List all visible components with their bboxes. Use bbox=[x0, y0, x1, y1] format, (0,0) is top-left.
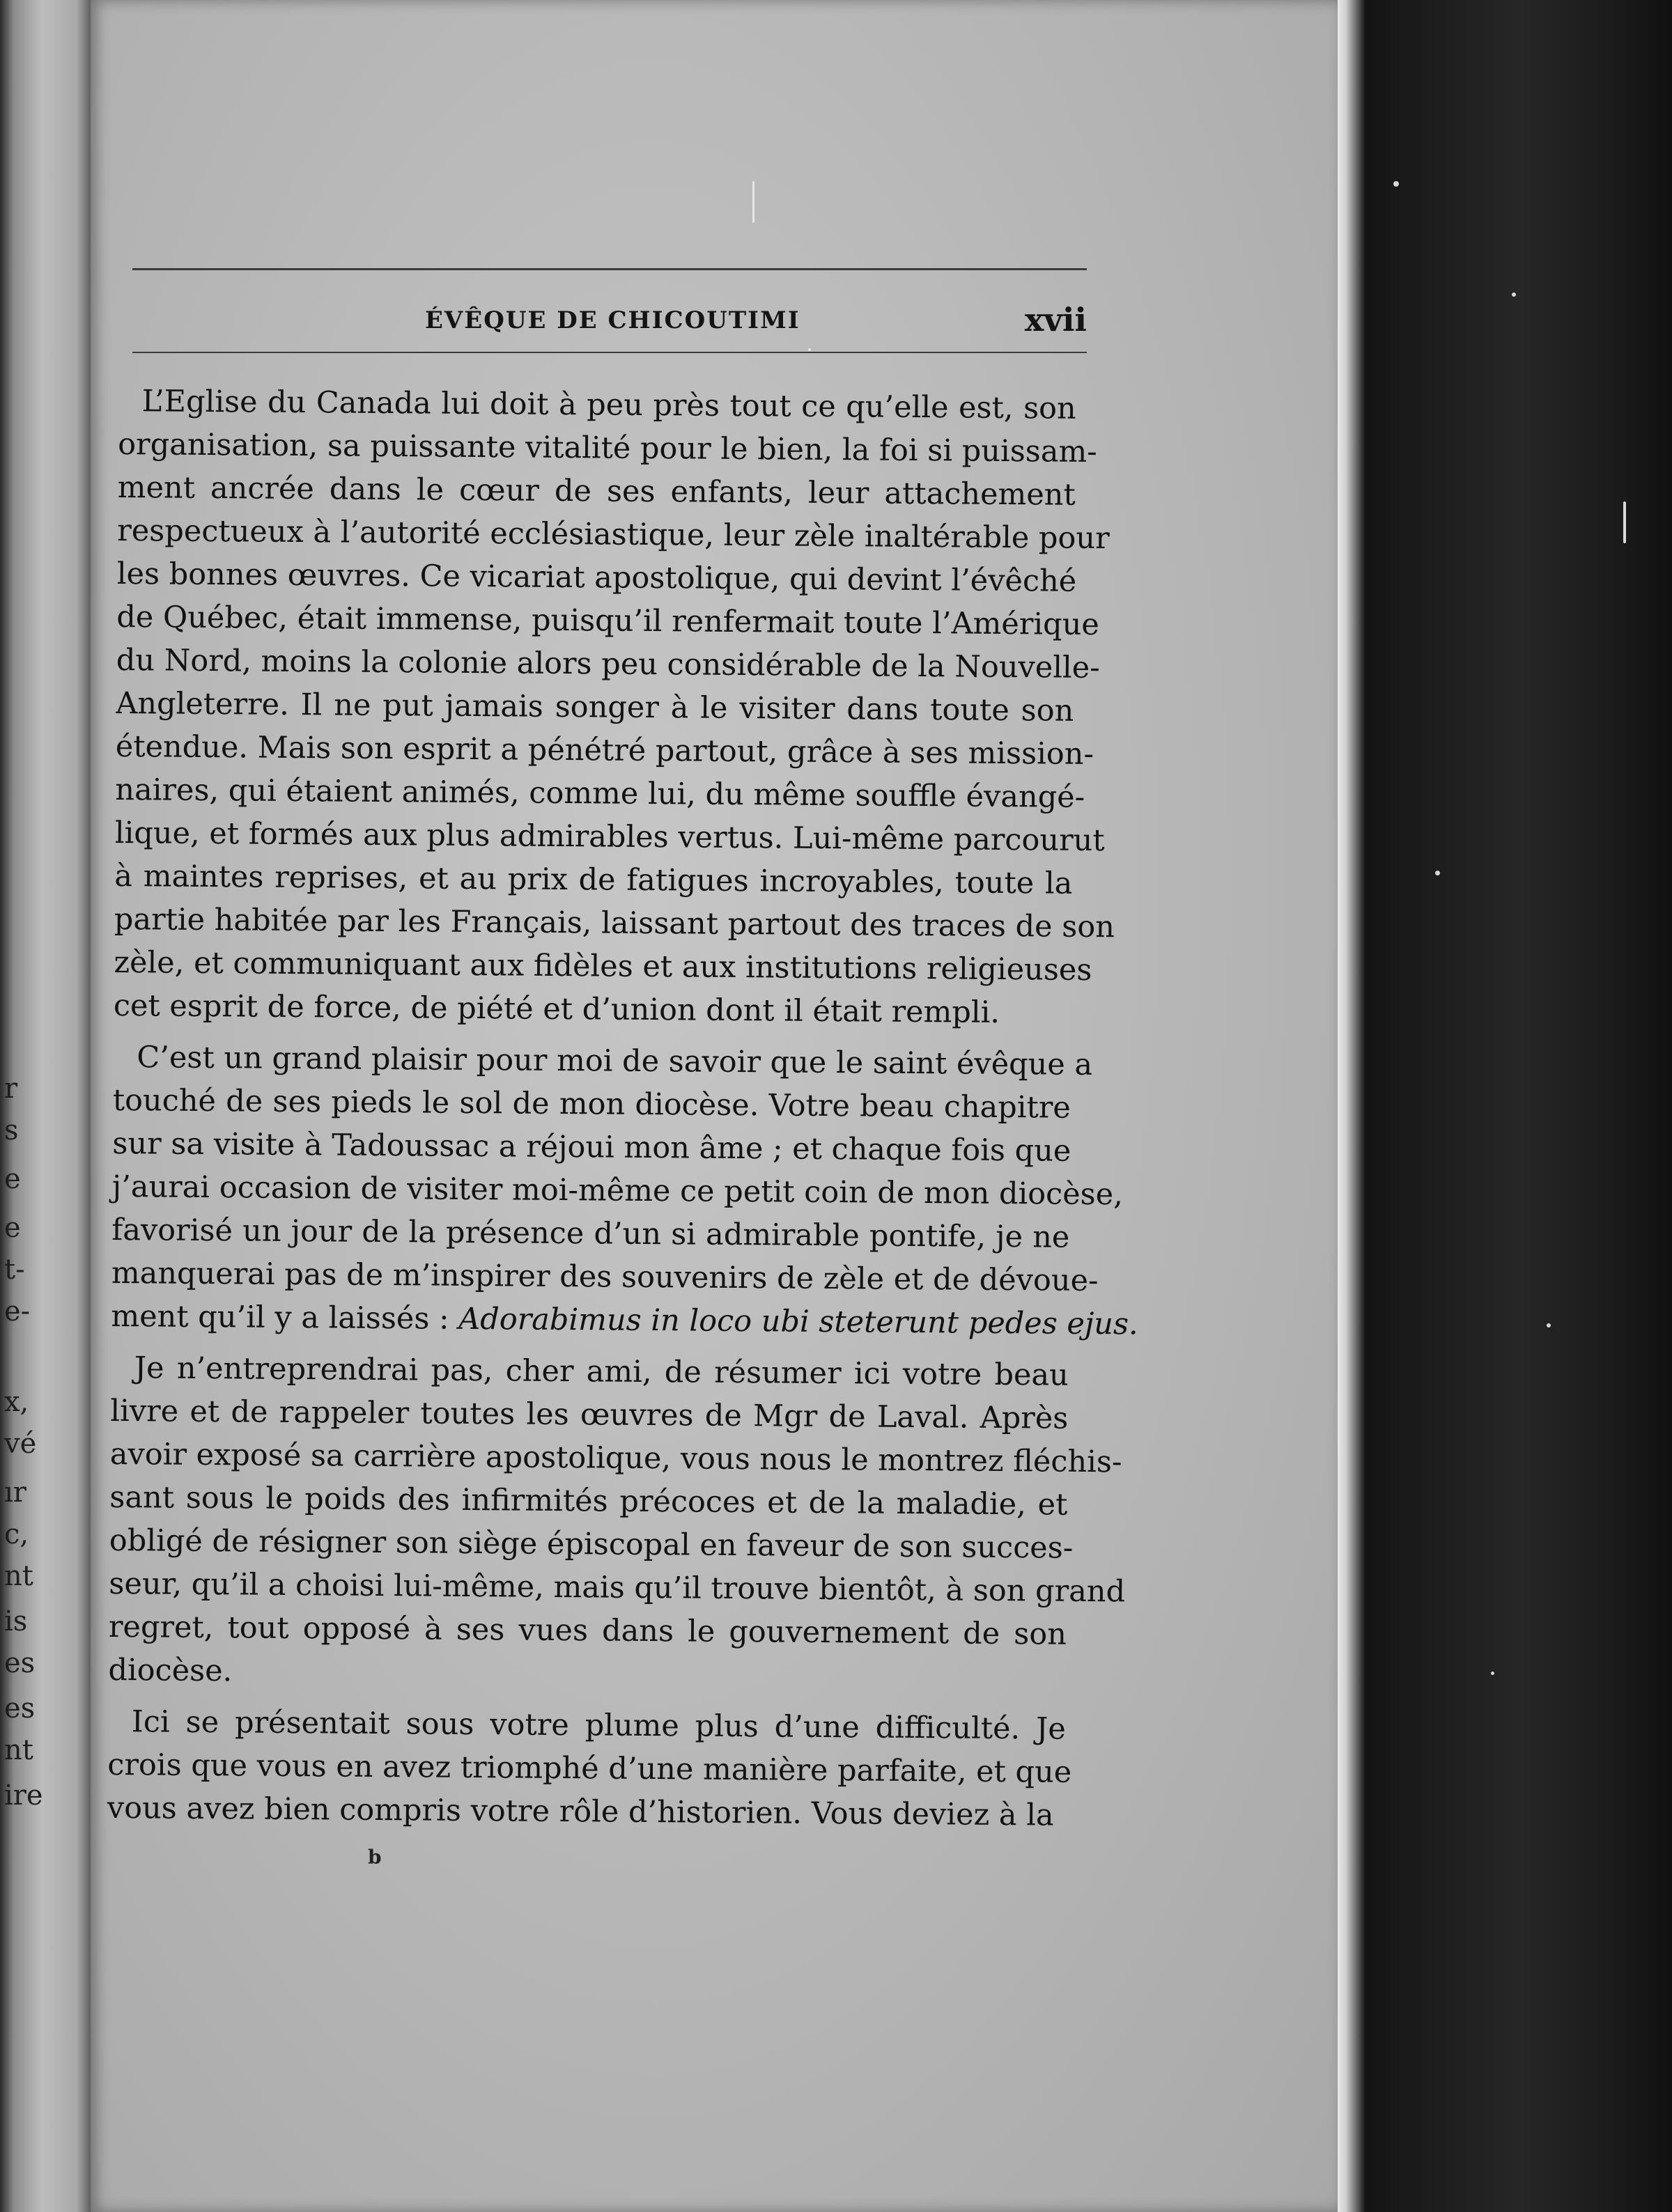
text-line: organisation, sa puissante vitalité pour le bien, la foi si puissam- bbox=[118, 426, 1097, 470]
text-line: obligé de résigner son siège épiscopal en faveur de son succes- bbox=[109, 1522, 1074, 1566]
text-line: L’Eglise du Canada lui doit à peu près tout ce qu’elle est, son bbox=[141, 384, 1076, 426]
text-line: sant sous le poids des infirmités précoces et de la maladie, et bbox=[109, 1479, 1068, 1522]
text-line: Je n’entreprendrai pas, cher ami, de résumer ici votre beau bbox=[134, 1350, 1069, 1393]
text-line: du Nord, moins la colonie alors peu considérable de la Nouvelle- bbox=[116, 642, 1100, 686]
dust-scratch bbox=[752, 181, 754, 223]
text-line: vous avez bien compris votre rôle d’historien. Vous deviez à la bbox=[107, 1790, 1054, 1833]
text-line: Ici se présentait sous votre plume plus d’une difficulté. Je bbox=[131, 1704, 1067, 1747]
text-line: les bonnes œuvres. Ce vicariat apostolique, qui devint l’évêché bbox=[116, 556, 1077, 599]
book-block-edge bbox=[1338, 0, 1672, 2212]
paragraph bbox=[111, 1036, 1138, 1346]
signature-mark: b bbox=[368, 1846, 382, 1869]
text-line bbox=[111, 1295, 1138, 1346]
text-line: ment ancrée dans le cœur de ses enfants, leur attachement bbox=[117, 469, 1076, 513]
paragraph bbox=[113, 380, 1115, 1035]
dust-speck bbox=[808, 348, 811, 351]
previous-page-text-fragment: e bbox=[4, 1163, 21, 1195]
previous-page-text-fragment: nt bbox=[4, 1560, 33, 1592]
text-line: lique, et formés aux plus admirables vertus. Lui-même parcourut bbox=[114, 815, 1105, 859]
previous-page-text-fragment: nt bbox=[4, 1734, 33, 1766]
running-title: ÉVÊQUE DE CHICOUTIMI bbox=[425, 306, 800, 334]
text-line: respectueux à l’autorité ecclésiastique, leur zèle inaltérable pour bbox=[117, 513, 1110, 556]
previous-page-text-fragment: s bbox=[4, 1114, 19, 1146]
text-line: cet esprit de force, de piété et d’union dont il était rempli. bbox=[113, 988, 1000, 1030]
text-line: crois que vous en avez triomphé d’une manière parfaite, et que bbox=[107, 1747, 1072, 1790]
previous-page-text-fragment: t- bbox=[4, 1254, 25, 1286]
text-line: favorisé un jour de la présence d’un si admirable pontife, je ne bbox=[111, 1212, 1070, 1255]
previous-page-text-fragment: e bbox=[4, 1212, 21, 1244]
previous-page-text-fragment: e- bbox=[4, 1295, 31, 1327]
paragraph bbox=[107, 1700, 1072, 1837]
previous-page-text-fragment: ır bbox=[4, 1477, 26, 1509]
latin-quotation: Adorabimus in loco ubi steterunt pedes ejus. bbox=[458, 1301, 1138, 1342]
edge-scratch bbox=[1623, 501, 1626, 543]
text-line: avoir exposé sa carrière apostolique, vous nous le montrez fléchis- bbox=[109, 1436, 1122, 1480]
edge-speck bbox=[1512, 293, 1516, 297]
previous-page-fragment bbox=[0, 0, 63, 2212]
paragraph bbox=[108, 1346, 1126, 1699]
edge-speck bbox=[1435, 871, 1440, 875]
header-top-rule bbox=[132, 268, 1087, 270]
text-line: de Québec, était immense, puisqu’il renfermait toute l’Amérique bbox=[116, 599, 1100, 643]
page-number: xvii bbox=[1024, 301, 1087, 338]
previous-page-text-fragment: c, bbox=[4, 1518, 29, 1550]
previous-page-text-fragment: es bbox=[4, 1692, 36, 1724]
previous-page-text-fragment: vé bbox=[4, 1428, 37, 1460]
text-line: seur, qu’il a choisi lui-même, mais qu’il trouve bientôt, à son grand bbox=[109, 1566, 1126, 1610]
text-line: naires, qui étaient animés, comme lui, du même souffle évangé- bbox=[115, 772, 1085, 815]
text-line-prefix: ment qu’il y a laissés : bbox=[111, 1298, 459, 1337]
text-line: Angleterre. Il ne put jamais songer à le visiter dans toute son bbox=[116, 685, 1074, 729]
left-page-gutter bbox=[0, 0, 104, 2212]
edge-speck bbox=[1547, 1323, 1551, 1327]
header-bottom-rule bbox=[132, 352, 1087, 353]
text-line: C’est un grand plaisir pour moi de savoir que le saint évêque a bbox=[137, 1040, 1093, 1083]
text-line: diocèse. bbox=[108, 1652, 233, 1689]
text-line: regret, tout opposé à ses vues dans le gouvernement de son bbox=[108, 1609, 1067, 1652]
previous-page-text-fragment: x, bbox=[4, 1386, 29, 1418]
previous-page-text-fragment: es bbox=[4, 1647, 36, 1679]
previous-page-text-fragment: is bbox=[4, 1605, 28, 1637]
running-head bbox=[132, 301, 1094, 343]
text-line: partie habitée par les Français, laissant partout des traces de son bbox=[114, 901, 1115, 945]
text-line: sur sa visite à Tadoussac a réjoui mon âme ; et chaque fois que bbox=[112, 1126, 1071, 1169]
previous-page-text-fragment: ire bbox=[4, 1779, 43, 1812]
text-line: à maintes reprises, et au prix de fatigues incroyables, toute la bbox=[114, 858, 1073, 901]
text-line: étendue. Mais son esprit a pénétré partout, grâce à ses mission- bbox=[115, 729, 1094, 772]
text-line: livre et de rappeler toutes les œuvres de Mgr de Laval. Après bbox=[110, 1393, 1069, 1436]
previous-page-text-fragment: r bbox=[4, 1073, 18, 1105]
text-line: touché de ses pieds le sol de mon diocèse. Votre beau chapitre bbox=[112, 1082, 1071, 1126]
text-line: j’aurai occasion de visiter moi-même ce petit coin de mon diocèse, bbox=[111, 1169, 1124, 1213]
text-line: manquerai pas de m’inspirer des souvenirs de zèle et de dévoue- bbox=[111, 1255, 1099, 1299]
text-line: zèle, et communiquant aux fidèles et aux institutions religieuses bbox=[114, 944, 1092, 988]
edge-speck bbox=[1393, 181, 1399, 187]
edge-speck bbox=[1491, 1672, 1494, 1675]
body-text bbox=[107, 380, 1138, 1837]
